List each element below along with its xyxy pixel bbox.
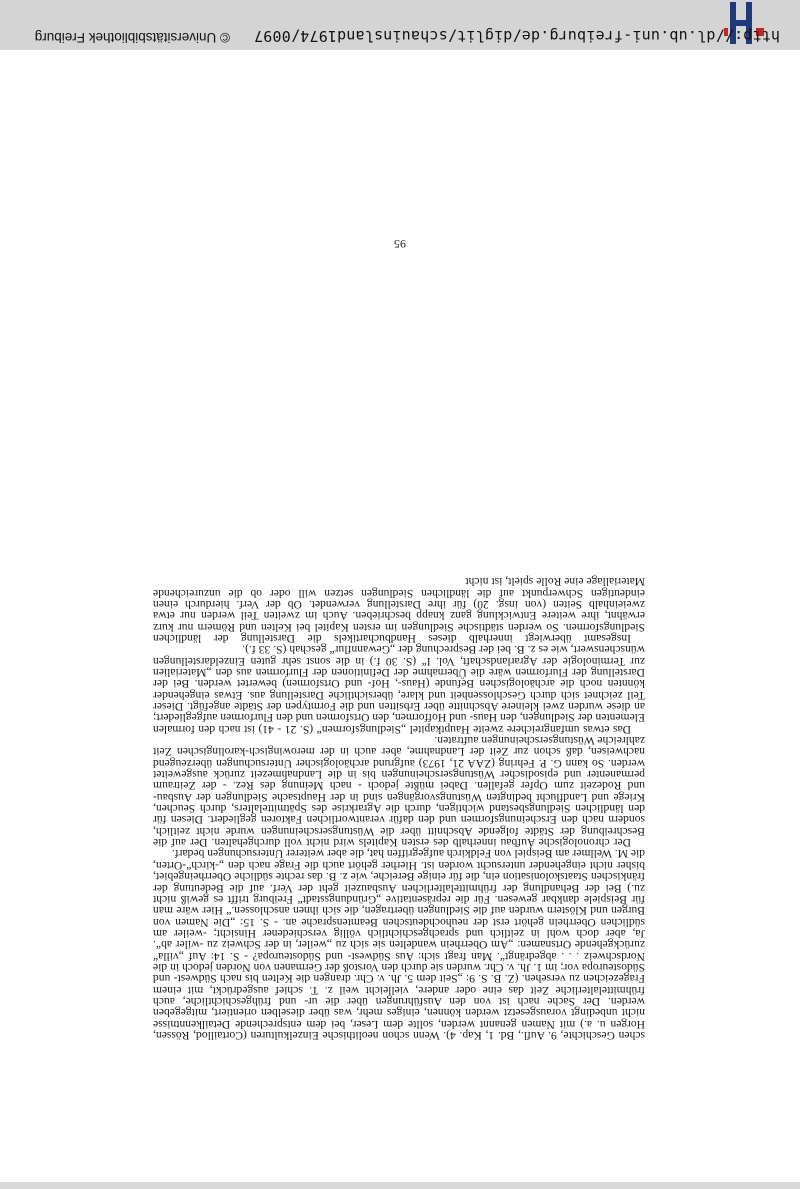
bottom-border [0, 1182, 800, 1189]
paragraph-2: Der chronologische Aufbau innerhalb des ersten Kapitels wird nicht voll durchgehalten. Der auf die Beschreibung der Städte folgende Abschnitt über die Wüstungserscheinungen wurde nicht zeitlich, sondern nach den Erscheinungsformen und den dafür verantwortlichen Faktoren gegliedert. Diesen für den ländlichen Siedlungsbestand wichtigen, durch die Agrarkrise des Spätmittelalters, durch Seuchen, Kriege und Landflucht bedingten Wüstungsvorgängen sind in der Hauptsache Siedlungen der Ausbau- und Rodezeit zum Opfer gefallen. Dabei müßte jedoch - nach Meinung des Rez. - der Zeitraum permanenter und episodischer Wüstungserscheinungen bis in die Landnahmezeit zurück ausgeweitet werden. So kann G. P. Fehring (ZAA 21, 1973) aufgrund archäologischer Untersuchungen überzeugend nachweisen, daß schon zur Zeit der Landnahme, aber auch in der merowingisch-karolingischen Zeit zahlreiche Wüstungserscheinungen auftraten. [153, 734, 645, 850]
body-text [153, 576, 645, 1041]
page-number: 95 [394, 237, 406, 251]
paragraph-3: Das etwas umfangreichere zweite Hauptkapitel „Siedlungsformen“ (S. 21 - 41) ist nach den formalen Elementen der Siedlungen, den Haus- und Hofformen, den Ortsformen und den Flurformen aufgegliedert; an diese wurden zwei kleinere Abschnitte über Erbsitten und die Formtypen der Städte angefügt. Dieser Teil zeichnet sich durch Geschlossenheit und klare, übersichtliche Darstellung aus. Etwas eingehender könnten noch die archäologischen Befunde (Haus-, Hof- und Ortsformen) bewertet werden. Bei der Darstellung der Flurformen wäre die Übernahme der Definitionen der Flurformen aus den „Materialien zur Terminologie der Agrarlandschaft, Vol. I“ (S. 30 f.) in die sonst sehr guten Einzeldarstellungen wünschenswert, wie es z. B. bei der Besprechung der „Gewannflur“ geschah (S. 33 f.). [153, 643, 645, 736]
copyright-notice: © Universitätsbibliothek Freiburg [34, 30, 230, 45]
document-url[interactable]: http://dl.ub.uni-freiburg.de/diglit/schauinsland1974/0097 [253, 27, 780, 45]
header-bar [0, 0, 800, 50]
paragraph-1: schen Geschichte, 9. Aufl., Bd. 1, Kap. 4). Wenn schon neolithische Einzelkulturen (Cortaillod, Rössen, Horgen u. a.) mit Namen genannt werden, sollte dem Leser, bei dem entsprechende Detailkenntnisse nicht unbedingt vorausgesetzt werden können, einiges mehr, was über dieselben orientiert, mitgegeben werden. Der Sache nach ist von den Ausführungen über die ur- und frühgeschichtliche, auch frühmittelalterliche Zeit das eine oder andere, vielleicht weil z. T. schief ausgedrückt, mit einem Fragezeichen zu versehen. (Z. B. S. 9: „Seit dem 5. Jh. v. Chr. drangen die Kelten bis nach Südwest- und Südosteuropa vor; im 1. Jh. v. Chr. wurden sie durch den Vorstoß der Germanen von Norden jedoch in die Nordschweiz . . . abgedrängt“. Man fragt sich: Aus Südwest- und Südosteuropa? - S. 14: Auf „villa“ zurückgehende Ortsnamen: „Am Oberrhein wandelten sie sich zu „weiler, in der Schweiz zu -wiler ab“. Ja, aber doch wohl in zeitlich und sprachgeschichtlich völlig verschiedener Hinsicht; -weiler am südlichen Oberrhein gehört erst der neuhochdeutschen Beamtensprache an. - S. 15: „Die Namen von Burgen und Klöstern wurden auf die Siedlungen übertragen, die sich ihnen anschlossen.“ Hier wäre man für Beispiele dankbar gewesen. Für die repräsentative „Gründungsstadt“ Freiburg trifft es gewiß nicht zu.) Bei der Behandlung der frühmittelalterlichen Ausbauzeit geht der Verf. auf die Bedeutung der fränkischen Staatskolonisation ein, die für einige Bereiche, wie z. B. das rechte südliche Oberrheingebiet, bisher nicht eingehender untersucht worden ist. Hierher gehört auch die Frage nach den „-kirch“-Orten, die M. Wellmer am Beispiel von Feldkirch aufgegriffen hat, die aber weiterer Untersuchungen bedarf. [153, 847, 645, 1042]
paragraph-4: Insgesamt überwiegt innerhalb dieses Handbuchartikels die Darstellung der ländlichen Siedlungsformen. So werden städtische Siedlungen im ersten Kapitel bei Kelten und Römern nur kurz erwähnt, ihre weitere Entwicklung ganz knapp beschrieben. Auch im zweiten Teil werden nur etwa zweieinhalb Seiten (von insg. 20) für ihre Darstellung verwendet. Ob der Verf. hierdurch einen eindeutigen Schwerpunkt auf die ländlichen Siedlungen setzen will oder ob die unzureichende Materiallage eine Rolle spielt, ist nicht [153, 575, 645, 645]
